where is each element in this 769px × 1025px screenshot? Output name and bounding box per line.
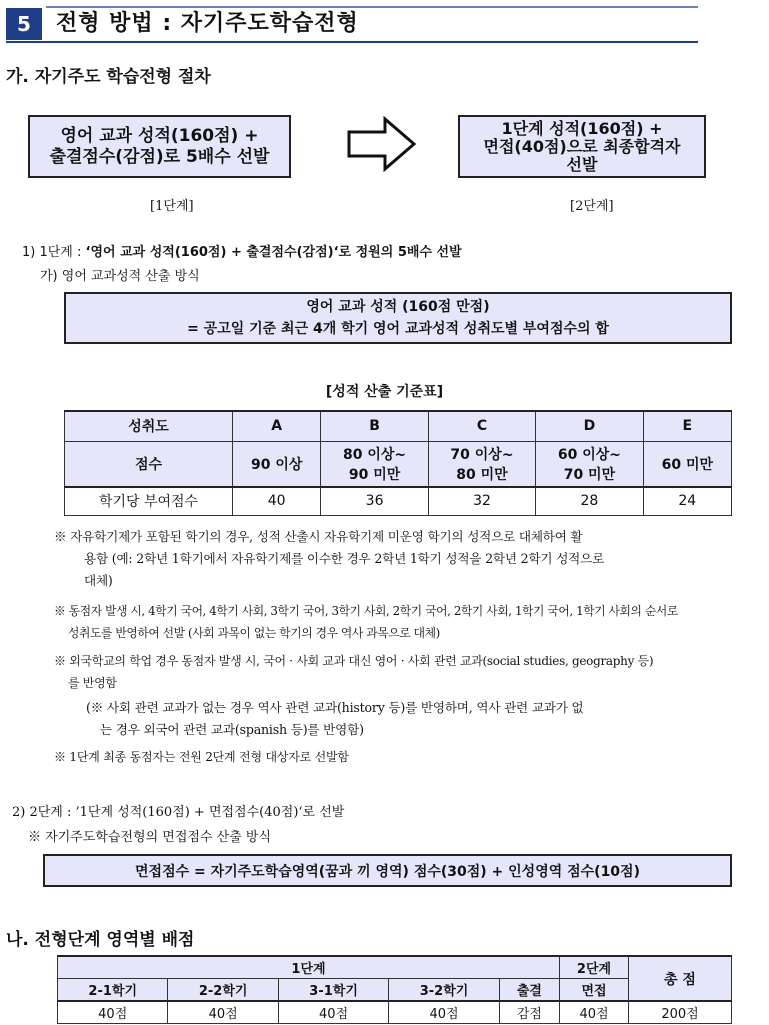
points-d: 28 bbox=[536, 487, 643, 515]
stage1-box-line1: 영어 교과 성적(160점) + bbox=[60, 125, 259, 146]
score-d-line2: 70 미만 bbox=[563, 466, 616, 483]
formula-line1: 영어 교과 성적 (160점 만점) bbox=[306, 299, 490, 315]
stage2-caption: [2단계] bbox=[570, 199, 614, 214]
note-2-line1: ※ 동점자 발생 시, 4학기 국어, 4학기 사회, 3학기 국어, 3학기 사회, 2학기 국어, 2학기 사회, 1학기 국어, 1학기 사회의 순서로 bbox=[54, 604, 678, 618]
score-c-line1: 70 이상~ bbox=[450, 446, 514, 463]
interview-formula-box: 면접점수 = 자기주도학습영역(꿈과 끼 영역) 점수(30점) + 인성영역 점수(10점) bbox=[43, 854, 732, 887]
score-e-line1: 60 미만 bbox=[661, 456, 714, 473]
total-header: 총 점 bbox=[629, 956, 732, 1001]
grade-d: D bbox=[536, 411, 643, 441]
col-2-2: 2-2학기 bbox=[168, 979, 278, 1002]
item1-bold: ‘영어 교과 성적(160점) + 출결점수(감점)‘로 정원의 5배수 선발 bbox=[85, 245, 462, 260]
formula-line2: = 공고일 기준 최근 4개 학기 영어 교과성적 성취도별 부여점수의 합 bbox=[187, 321, 609, 337]
value-attendance: 감점 bbox=[499, 1001, 559, 1024]
grade-c: C bbox=[428, 411, 535, 441]
stage2-box-line3: 선발 bbox=[566, 154, 598, 174]
score-b-line2: 90 미만 bbox=[348, 466, 401, 483]
note-1-line1: ※ 자유학기제가 포함된 학기의 경우, 성적 산출시 자유학기제 미운영 학기의 성적으로 대체하여 활 bbox=[54, 529, 583, 544]
score-a bbox=[233, 441, 321, 487]
section-title: 전형 방법 : 자기주도학습전형 bbox=[56, 11, 359, 36]
points-c: 32 bbox=[428, 487, 535, 515]
value-3-1: 40점 bbox=[278, 1001, 388, 1024]
grade-a: A bbox=[233, 411, 321, 441]
note-2 bbox=[54, 600, 766, 644]
note-1 bbox=[54, 526, 766, 592]
grade-table-title: [성적 산출 기준표] bbox=[325, 384, 444, 400]
col-2-1: 2-1학기 bbox=[58, 979, 168, 1002]
item1a-line: 가) 영어 교과성적 산출 방식 bbox=[40, 269, 200, 284]
value-2-1: 40점 bbox=[58, 1001, 168, 1024]
value-total: 200점 bbox=[629, 1001, 732, 1024]
points-a: 40 bbox=[233, 487, 321, 515]
section-bottom-rule bbox=[6, 41, 698, 43]
part-a-heading: 가. 자기주도 학습전형 절차 bbox=[6, 67, 211, 87]
note-4-line1: (※ 사회 관련 교과가 없는 경우 역사 관련 교과(history 등)를 반영하며, 역사 관련 교과가 없 bbox=[86, 700, 584, 715]
stage2-box bbox=[458, 115, 706, 178]
col-attendance: 출결 bbox=[499, 979, 559, 1002]
item2-line: 2) 2단계 : ’1단계 성적(160점) + 면접점수(40점)‘로 선발 bbox=[12, 805, 345, 820]
note-5-line1: ※ 1단계 최종 동점자는 전원 2단계 전형 대상자로 선발함 bbox=[54, 750, 349, 764]
part-b-heading: 나. 전형단계 영역별 배점 bbox=[6, 930, 195, 950]
value-3-2: 40점 bbox=[389, 1001, 499, 1024]
note-3-line2: 를 반영함 bbox=[68, 676, 117, 690]
score-b-line1: 80 이상~ bbox=[343, 446, 407, 463]
formula-box bbox=[64, 292, 732, 344]
stage1-header: 1단계 bbox=[58, 956, 560, 979]
stage2-box-line2: 면접(40점)으로 최종합격자 bbox=[483, 136, 681, 156]
grade-b: B bbox=[321, 411, 428, 441]
note-3-line1: ※ 외국학교의 학업 경우 동점자 발생 시, 국어 · 사회 교과 대신 영어 · 사회 관련 교과(social studies, geography 등) bbox=[54, 654, 654, 668]
points-e: 24 bbox=[643, 487, 731, 515]
score-distribution-table bbox=[57, 955, 732, 1024]
stage1-box-line2: 출결점수(감점)로 5배수 선발 bbox=[49, 146, 270, 167]
col-interview: 면접 bbox=[560, 979, 629, 1002]
row-header-points: 학기당 부여점수 bbox=[65, 487, 233, 515]
note-4 bbox=[86, 697, 766, 741]
note-2-line2: 성취도를 반영하여 선발 (사회 과목이 없는 학기의 경우 역사 과목으로 대체) bbox=[68, 626, 440, 640]
points-b: 36 bbox=[321, 487, 428, 515]
col-3-1: 3-1학기 bbox=[278, 979, 388, 1002]
score-c-line2: 80 미만 bbox=[456, 466, 508, 483]
stage1-box bbox=[28, 115, 291, 178]
stage2-header: 2단계 bbox=[560, 956, 629, 979]
row-header-score: 점수 bbox=[65, 441, 233, 487]
score-d-line1: 60 이상~ bbox=[557, 446, 621, 463]
note-5 bbox=[54, 746, 766, 768]
section-number-badge: 5 bbox=[6, 8, 42, 40]
note-1-line2: 용함 (예: 2학년 1학기에서 자유학기제를 이수한 경우 2학년 1학기 성적을 2학년 2학기 성적으로 bbox=[84, 551, 605, 566]
score-e bbox=[643, 441, 731, 487]
score-d bbox=[536, 441, 643, 487]
note-4-line2: 는 경우 외국어 관련 교과(spanish 등)를 반영함) bbox=[100, 722, 364, 737]
arrow-right-icon bbox=[347, 116, 417, 172]
note-3 bbox=[54, 650, 766, 694]
score-b bbox=[321, 441, 428, 487]
stage2-box-line1: 1단계 성적(160점) + bbox=[501, 118, 663, 138]
item2-note: ※ 자기주도학습전형의 면접점수 산출 방식 bbox=[28, 830, 272, 845]
grade-e: E bbox=[643, 411, 731, 441]
item1-line bbox=[22, 241, 462, 260]
item1-prefix: 1) 1단계 : bbox=[22, 245, 86, 260]
note-1-line3: 대체) bbox=[84, 573, 113, 588]
value-interview: 40점 bbox=[560, 1001, 629, 1024]
row-header-grade: 성취도 bbox=[65, 411, 233, 441]
value-2-2: 40점 bbox=[168, 1001, 278, 1024]
score-a-line1: 90 이상 bbox=[250, 456, 303, 473]
grade-table bbox=[64, 410, 732, 516]
score-c bbox=[428, 441, 535, 487]
stage1-caption: [1단계] bbox=[150, 199, 194, 214]
col-3-2: 3-2학기 bbox=[389, 979, 499, 1002]
